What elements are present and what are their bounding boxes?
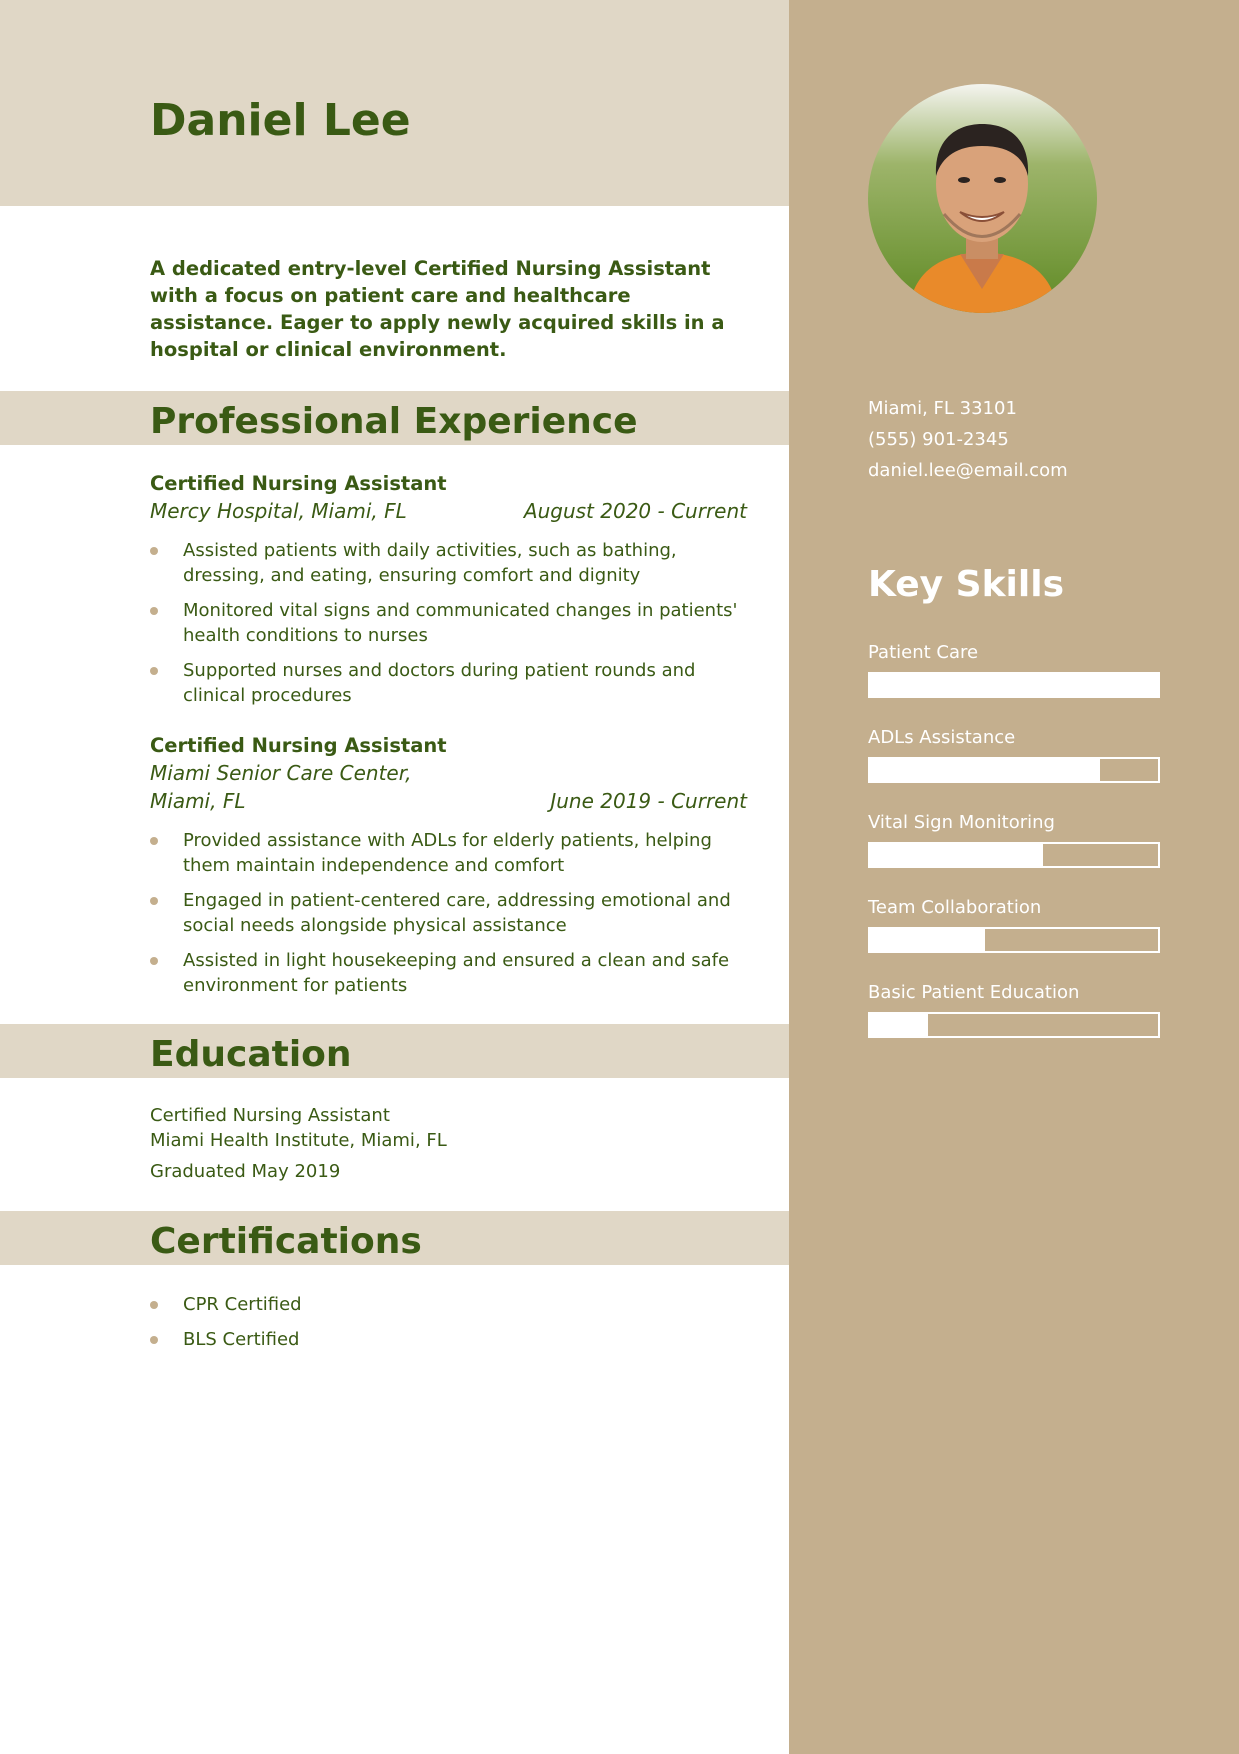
skill-label: Vital Sign Monitoring (868, 812, 1055, 833)
education-degree: Certified Nursing Assistant (150, 1105, 390, 1126)
skill-fill (870, 759, 1100, 781)
job-bullets-1 (150, 538, 750, 718)
job-bullets-2 (150, 828, 750, 1008)
skill-bar (868, 1012, 1160, 1038)
job-title-1: Certified Nursing Assistant (150, 472, 447, 495)
job-company-2-line1: Miami Senior Care Center, (150, 761, 412, 785)
bullet-dot-icon (150, 957, 158, 965)
education-graduated: Graduated May 2019 (150, 1161, 341, 1182)
list-item: Supported nurses and doctors during patient rounds and clinical procedures (150, 658, 750, 708)
skill-bar (868, 927, 1160, 953)
profile-photo (868, 84, 1097, 313)
skill-label: Patient Care (868, 642, 979, 663)
certifications-list (150, 1292, 750, 1362)
skills-heading: Key Skills (868, 564, 1064, 605)
skill-fill (870, 1014, 928, 1036)
candidate-name: Daniel Lee (150, 95, 411, 146)
certifications-heading: Certifications (150, 1221, 422, 1262)
job-company-2-line2: Miami, FL (150, 789, 246, 813)
list-item: Monitored vital signs and communicated changes in patients' health conditions to nurses (150, 598, 750, 648)
education-school: Miami Health Institute, Miami, FL (150, 1130, 447, 1151)
list-item: CPR Certified (150, 1292, 750, 1317)
skill-label: ADLs Assistance (868, 727, 1016, 748)
bullet-dot-icon (150, 1336, 158, 1344)
list-item: BLS Certified (150, 1327, 750, 1352)
skill-fill (870, 844, 1043, 866)
contact-email[interactable]: daniel.lee@email.com (868, 460, 1068, 481)
skill-bar (868, 757, 1160, 783)
skill-label: Team Collaboration (868, 897, 1042, 918)
job-company-1: Mercy Hospital, Miami, FL (150, 499, 407, 523)
job-dates-1: August 2020 - Current (523, 499, 747, 523)
bullet-dot-icon (150, 1301, 158, 1309)
skill-label: Basic Patient Education (868, 982, 1080, 1003)
skill-fill (870, 674, 1158, 696)
job-title-2: Certified Nursing Assistant (150, 734, 447, 757)
skill-fill (870, 929, 985, 951)
list-item: Assisted patients with daily activities, such as bathing, dressing, and eating, ensuring comfort and dignity (150, 538, 750, 588)
bullet-dot-icon (150, 667, 158, 675)
list-item: Provided assistance with ADLs for elderly patients, helping them maintain independence and comfort (150, 828, 750, 878)
skill-bar (868, 672, 1160, 698)
contact-address: Miami, FL 33101 (868, 398, 1017, 419)
summary-text: A dedicated entry-level Certified Nursing Assistant with a focus on patient care and healthcare assistance. Eager to apply newly acquired skills in a hospital or clinical environment. (150, 257, 725, 361)
education-heading: Education (150, 1034, 352, 1075)
bullet-dot-icon (150, 897, 158, 905)
bullet-dot-icon (150, 607, 158, 615)
bullet-dot-icon (150, 837, 158, 845)
job-dates-2: June 2019 - Current (550, 789, 747, 813)
experience-heading: Professional Experience (150, 401, 638, 442)
list-item: Assisted in light housekeeping and ensured a clean and safe environment for patients (150, 948, 750, 998)
list-item: Engaged in patient-centered care, addressing emotional and social needs alongside physical assistance (150, 888, 750, 938)
contact-phone: (555) 901-2345 (868, 429, 1009, 450)
bullet-dot-icon (150, 547, 158, 555)
skill-bar (868, 842, 1160, 868)
education-band (0, 1024, 789, 1078)
avatar-icon (868, 84, 1097, 313)
